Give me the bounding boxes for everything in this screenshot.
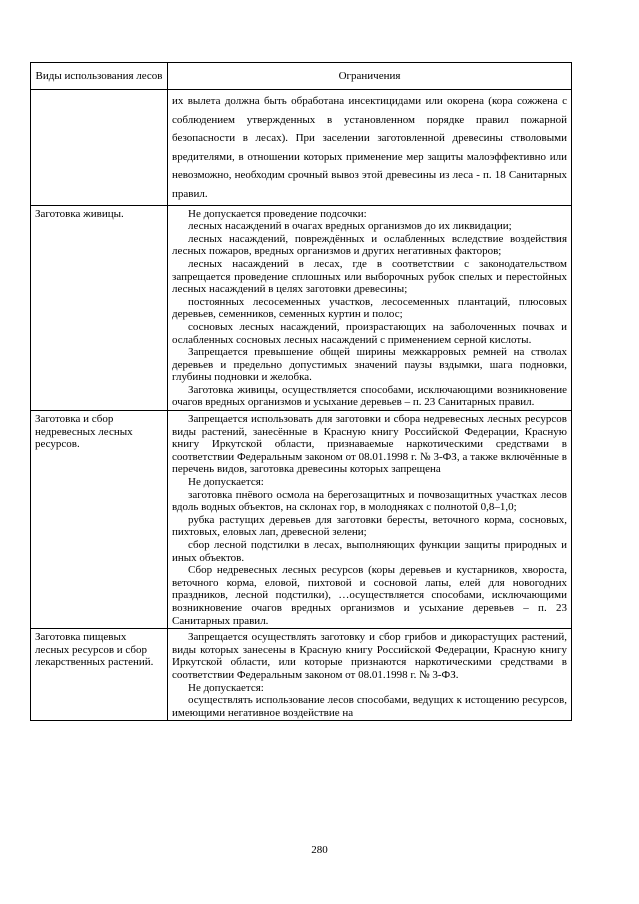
header-forest-use-types: Виды использования лесов (31, 63, 168, 90)
restriction-paragraph: Не допускается: (188, 476, 264, 489)
restriction-paragraph: Не допускается: (188, 681, 264, 694)
header-restrictions: Ограничения (168, 63, 572, 90)
restriction-paragraph: лесных насаждений, повреждённых и ослабленных вследствие воздействия лесных пожаров, вредных организмов и других негативных факторов; (172, 232, 567, 258)
row-use-type: Заготовка и сбор недревесных лесных ресурсов. (31, 411, 168, 629)
document-page (30, 62, 571, 721)
restriction-paragraph: рубка растущих деревьев для заготовки бересты, веточного корма, сосновых, пихтовых, еловых лап, древесной зелени; (172, 513, 567, 539)
row-restrictions (168, 205, 572, 411)
restriction-paragraph: Заготовка живицы, осуществляется способами, исключающими возникновение очагов вредных организмов и усыхание деревьев – п. 23 Санитарных правил. (172, 383, 567, 409)
row-use-type: Заготовка пищевых лесных ресурсов и сбор лекарственных растений. (31, 629, 168, 721)
restriction-paragraph: сосновых лесных насаждений, произрастающих на заболоченных почвах и ослабленных сосновых лесных насаждений с применением серной кислоты. (172, 320, 567, 346)
restriction-paragraph: Запрещается использовать для заготовки и сбора недревесных лесных ресурсов виды растений, занесённые в Красную книгу Российской Федерации, Красную книгу Иркутской области, признаваемые наркотическими средствами в соответствии Федеральным законом от 08.01.1998 г. № 3-ФЗ, а также включённые в перечень видов, заготовка древесины которых запрещена (172, 413, 567, 476)
table-row (31, 205, 572, 411)
restriction-paragraph: осуществлять использование лесов способами, ведущих к истощению ресурсов, имеющими негативное воздействие на (172, 694, 567, 719)
restrictions-table (30, 62, 572, 721)
row-use-type: Заготовка живицы. (31, 205, 168, 411)
restriction-paragraph: их вылета должна быть обработана инсектицидами или окорена (кора сожжена с соблюдением утвержденных в установленном порядке правил пожарной безопасности в лесах). При заселении заготовленной древесины стволовыми вредителями, в отношении которых применение мер защиты малоэффективно или невозможно, необходим срочный вывоз этой древесины из леса - п. 18 Санитарных правил. (172, 95, 567, 200)
row-restrictions (168, 411, 572, 629)
restriction-paragraph: постоянных лесосеменных участков, лесосеменных плантаций, плюсовых деревьев, семенников, семенных куртин и полос; (172, 295, 567, 321)
restriction-paragraph: Не допускается проведение подсочки: (188, 207, 367, 220)
restriction-paragraph: Запрещается превышение общей ширины межкарровых ремней на стволах деревьев и предельно допустимых значений паузы вздымки, шага подновки, глубины подновки и желобка. (172, 346, 567, 384)
restriction-paragraph: лесных насаждений в очагах вредных организмов до их ликвидации; (188, 220, 512, 233)
restriction-paragraph: Сбор недревесных лесных ресурсов (коры деревьев и кустарников, хвороста, веточного корма, еловой, пихтовой и сосновой лапы, елей для новогодних праздников, лесной подстилки), …осуществляется способами, исключающими возникновение очагов вредных организмов и усыхание деревьев – п. 23 Санитарных правил. (172, 564, 567, 627)
restriction-paragraph: лесных насаждений в лесах, где в соответствии с законодательством запрещается проведение сплошных или выборочных рубок спелых и перестойных лесных насаждений в целях заготовки древесины; (172, 257, 567, 296)
table-header-row (31, 63, 572, 90)
row-use-type (31, 90, 168, 206)
table-row (31, 90, 572, 206)
row-restrictions (168, 629, 572, 721)
restriction-paragraph: сбор лесной подстилки в лесах, выполняющих функции защиты природных и иных объектов. (172, 539, 567, 564)
restriction-paragraph: Запрещается осуществлять заготовку и сбор грибов и дикорастущих растений, виды которых занесены в Красную книгу Российской Федерации, Красную книгу Иркутской области, или которые признаются наркотическими средствами в соответствии Федеральным законом от 08.01.1998 г. № 3-ФЗ. (172, 631, 567, 681)
page-number: 280 (311, 844, 328, 856)
table-row (31, 629, 572, 721)
table-row (31, 411, 572, 629)
row-restrictions (168, 90, 572, 206)
restriction-paragraph: заготовка пнёвого осмола на берегозащитных и почвозащитных участках лесов вдоль водных объектов, на склонах гор, в молодняках с полнотой 0,8–1,0; (172, 488, 567, 514)
